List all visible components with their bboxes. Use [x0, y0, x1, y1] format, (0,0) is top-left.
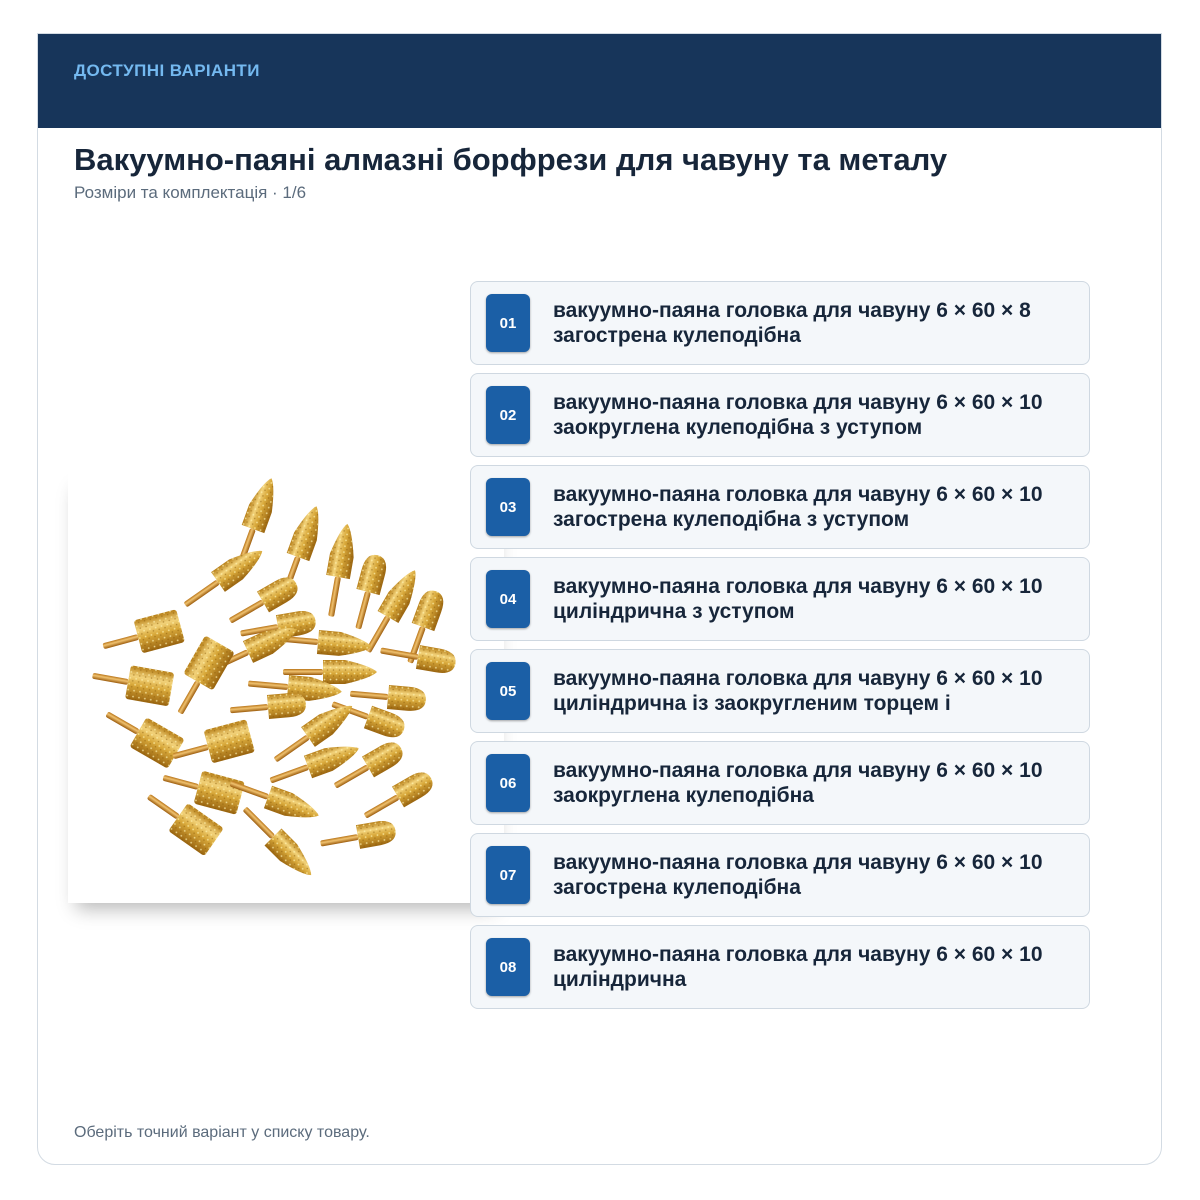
variant-label: вакуумно-паяна головка для чавуну 6 × 60 × 10 циліндрична із заокругленим торцем і [553, 667, 1043, 715]
variant-item-08[interactable] [470, 925, 1090, 1009]
variant-number-badge: 07 [486, 846, 530, 904]
variant-label: вакуумно-паяна головка для чавуну 6 × 60 × 10 заокруглена кулеподібна [553, 759, 1043, 807]
diamond-burrs-illustration [68, 467, 504, 903]
variant-label: вакуумно-паяна головка для чавуну 6 × 60 × 10 циліндрична з уступом [553, 575, 1043, 623]
variant-label: вакуумно-паяна головка для чавуну 6 × 60 × 10 заокруглена кулеподібна з уступом [553, 391, 1043, 439]
variant-item-02[interactable] [470, 373, 1090, 457]
page-title: Вакуумно-паяні алмазні борфрези для чавуну та металу [74, 142, 948, 177]
variant-number-badge: 03 [486, 478, 530, 536]
variant-number-badge: 01 [486, 294, 530, 352]
variant-label: вакуумно-паяна головка для чавуну 6 × 60 × 10 загострена кулеподібна [553, 851, 1043, 899]
variant-item-06[interactable] [470, 741, 1090, 825]
variant-item-01[interactable] [470, 281, 1090, 365]
page-subtitle: Розміри та комплектація · 1/6 [74, 183, 307, 202]
product-image [68, 467, 504, 903]
variant-list [470, 281, 1090, 1017]
variant-item-04[interactable] [470, 557, 1090, 641]
variant-item-07[interactable] [470, 833, 1090, 917]
banner-label: ДОСТУПНІ ВАРІАНТИ [74, 61, 260, 80]
variant-number-badge: 04 [486, 570, 530, 628]
variant-item-05[interactable] [470, 649, 1090, 733]
variant-number-badge: 05 [486, 662, 530, 720]
variant-number-badge: 08 [486, 938, 530, 996]
variant-number-badge: 02 [486, 386, 530, 444]
variant-number-badge: 06 [486, 754, 530, 812]
header-banner [38, 34, 1161, 128]
variant-label: вакуумно-паяна головка для чавуну 6 × 60 × 10 загострена кулеподібна з уступом [553, 483, 1043, 531]
variant-label: вакуумно-паяна головка для чавуну 6 × 60 × 10 циліндрична [553, 943, 1043, 991]
variant-label: вакуумно-паяна головка для чавуну 6 × 60 × 8 загострена кулеподібна [553, 299, 1031, 347]
variant-item-03[interactable] [470, 465, 1090, 549]
footer-note: Оберіть точний варіант у списку товару. [74, 1124, 370, 1141]
